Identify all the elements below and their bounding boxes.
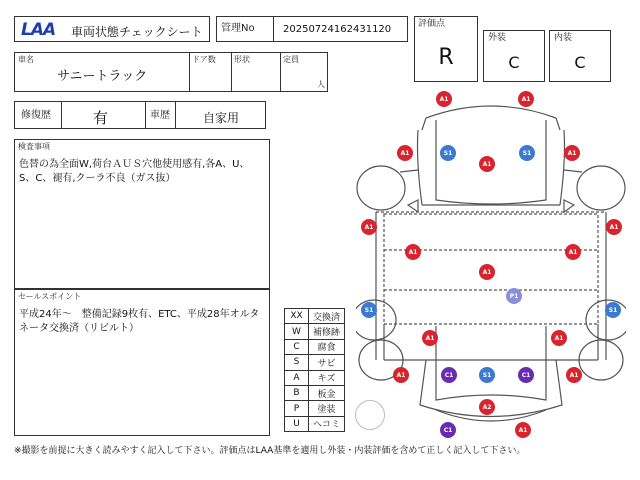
car-name-value: サニートラック (57, 69, 148, 84)
damage-marker: A1 (436, 91, 452, 107)
divider (231, 53, 232, 91)
sales-points-label: セールスポイント (18, 292, 82, 301)
damage-marker: A2 (479, 399, 495, 415)
legend-meaning: 交換済 (309, 309, 345, 324)
damage-marker: C1 (441, 367, 457, 383)
damage-marker: S1 (479, 367, 495, 383)
damage-marker: P1 (506, 288, 522, 304)
legend-row (285, 324, 345, 339)
divider (280, 53, 281, 91)
vehicle-info-row (14, 52, 328, 92)
management-number-value: 20250724162431120 (283, 24, 392, 35)
overall-grade-value: R (438, 45, 454, 70)
legend-meaning: キズ (309, 370, 345, 385)
door-count-label: ドア数 (192, 55, 216, 64)
legend-code: S (285, 355, 309, 370)
divider (175, 102, 176, 128)
legend-code: XX (285, 309, 309, 324)
damage-marker: A1 (515, 422, 531, 438)
damage-marker: A1 (565, 244, 581, 260)
sales-points (14, 289, 270, 436)
body-shape-label: 形状 (234, 55, 250, 64)
damage-marker: C1 (440, 422, 456, 438)
repair-history-value: 有 (93, 109, 109, 127)
legend-row (285, 385, 345, 400)
car-diagram (356, 90, 626, 440)
damage-marker: A1 (479, 156, 495, 172)
inspection-text: 色替の為全面W,荷台ＡＵＳ穴他使用感有,各A、U、S、C、褪有,クーラ不良（ガス抜） (19, 159, 250, 184)
damage-marker: S1 (440, 145, 456, 161)
damage-marker: A1 (479, 264, 495, 280)
overall-grade-box (414, 16, 478, 82)
legend-meaning: 腐食 (309, 339, 345, 354)
damage-marker: A1 (606, 219, 622, 235)
inspection-notes (14, 139, 270, 289)
car-name-label: 車名 (18, 55, 34, 64)
damage-marker: A1 (397, 145, 413, 161)
interior-grade-label: 内装 (554, 33, 573, 43)
legend-meaning: 塗装 (309, 401, 345, 416)
damage-marker: S1 (605, 302, 621, 318)
divider (189, 53, 190, 91)
legend-code: U (285, 416, 309, 431)
sales-points-text: 平成24年～ 整備記録9枚有、ETC、平成28年オルタネータ交換済（リビルト） (19, 309, 260, 334)
capacity-label: 定員 (283, 55, 299, 64)
divider (145, 102, 146, 128)
damage-marker: S1 (361, 302, 377, 318)
damage-marker: A1 (405, 244, 421, 260)
legend-code: A (285, 370, 309, 385)
damage-marker: A1 (422, 330, 438, 346)
legend-row (285, 416, 345, 431)
legend-meaning: 板金 (309, 385, 345, 400)
legend-code: C (285, 339, 309, 354)
damage-marker: A1 (361, 219, 377, 235)
vehicle-history-label: 車歴 (150, 110, 170, 121)
damage-marker: A1 (518, 91, 534, 107)
interior-grade-value: C (574, 53, 586, 72)
legend-code: P (285, 401, 309, 416)
title-bar (14, 16, 210, 42)
legend-row (285, 355, 345, 370)
sheet-title: 車両状態チェックシート (71, 25, 203, 39)
damage-marker: A1 (566, 367, 582, 383)
vehicle-history-value: 自家用 (203, 111, 240, 125)
repair-history-label: 修復歴 (21, 110, 51, 121)
overall-grade-label: 評価点 (418, 19, 446, 29)
capacity-unit: 人 (317, 80, 325, 89)
legend-meaning: ヘコミ (309, 416, 345, 431)
exterior-grade-value: C (508, 53, 520, 72)
legend-code: W (285, 324, 309, 339)
repair-history-row (14, 101, 266, 129)
legend-row (285, 339, 345, 354)
legend-meaning: サビ (309, 355, 345, 370)
divider (273, 17, 274, 41)
damage-marker: S1 (519, 145, 535, 161)
management-number-label: 管理No (221, 23, 255, 34)
logo: LAA (21, 20, 56, 40)
damage-marker: A1 (393, 367, 409, 383)
legend-code: B (285, 385, 309, 400)
legend-row (285, 370, 345, 385)
footer-note: ※撮影を前提に大きく読みやすく記入して下さい。評価点はLAA基準を適用し外装・内装評価を含めて正しく記入して下さい。 (14, 446, 526, 456)
inspection-label: 検査事項 (18, 142, 50, 151)
exterior-grade-box (483, 30, 545, 82)
divider (61, 102, 62, 128)
legend-meaning: 補修跡 (309, 324, 345, 339)
damage-marker: C1 (518, 367, 534, 383)
legend-row (285, 309, 345, 324)
exterior-grade-label: 外装 (488, 33, 507, 43)
damage-marker: A1 (564, 145, 580, 161)
legend-row (285, 401, 345, 416)
damage-marker: A1 (551, 330, 567, 346)
damage-legend (284, 308, 345, 432)
interior-grade-box (549, 30, 611, 82)
management-number-field (216, 16, 408, 42)
